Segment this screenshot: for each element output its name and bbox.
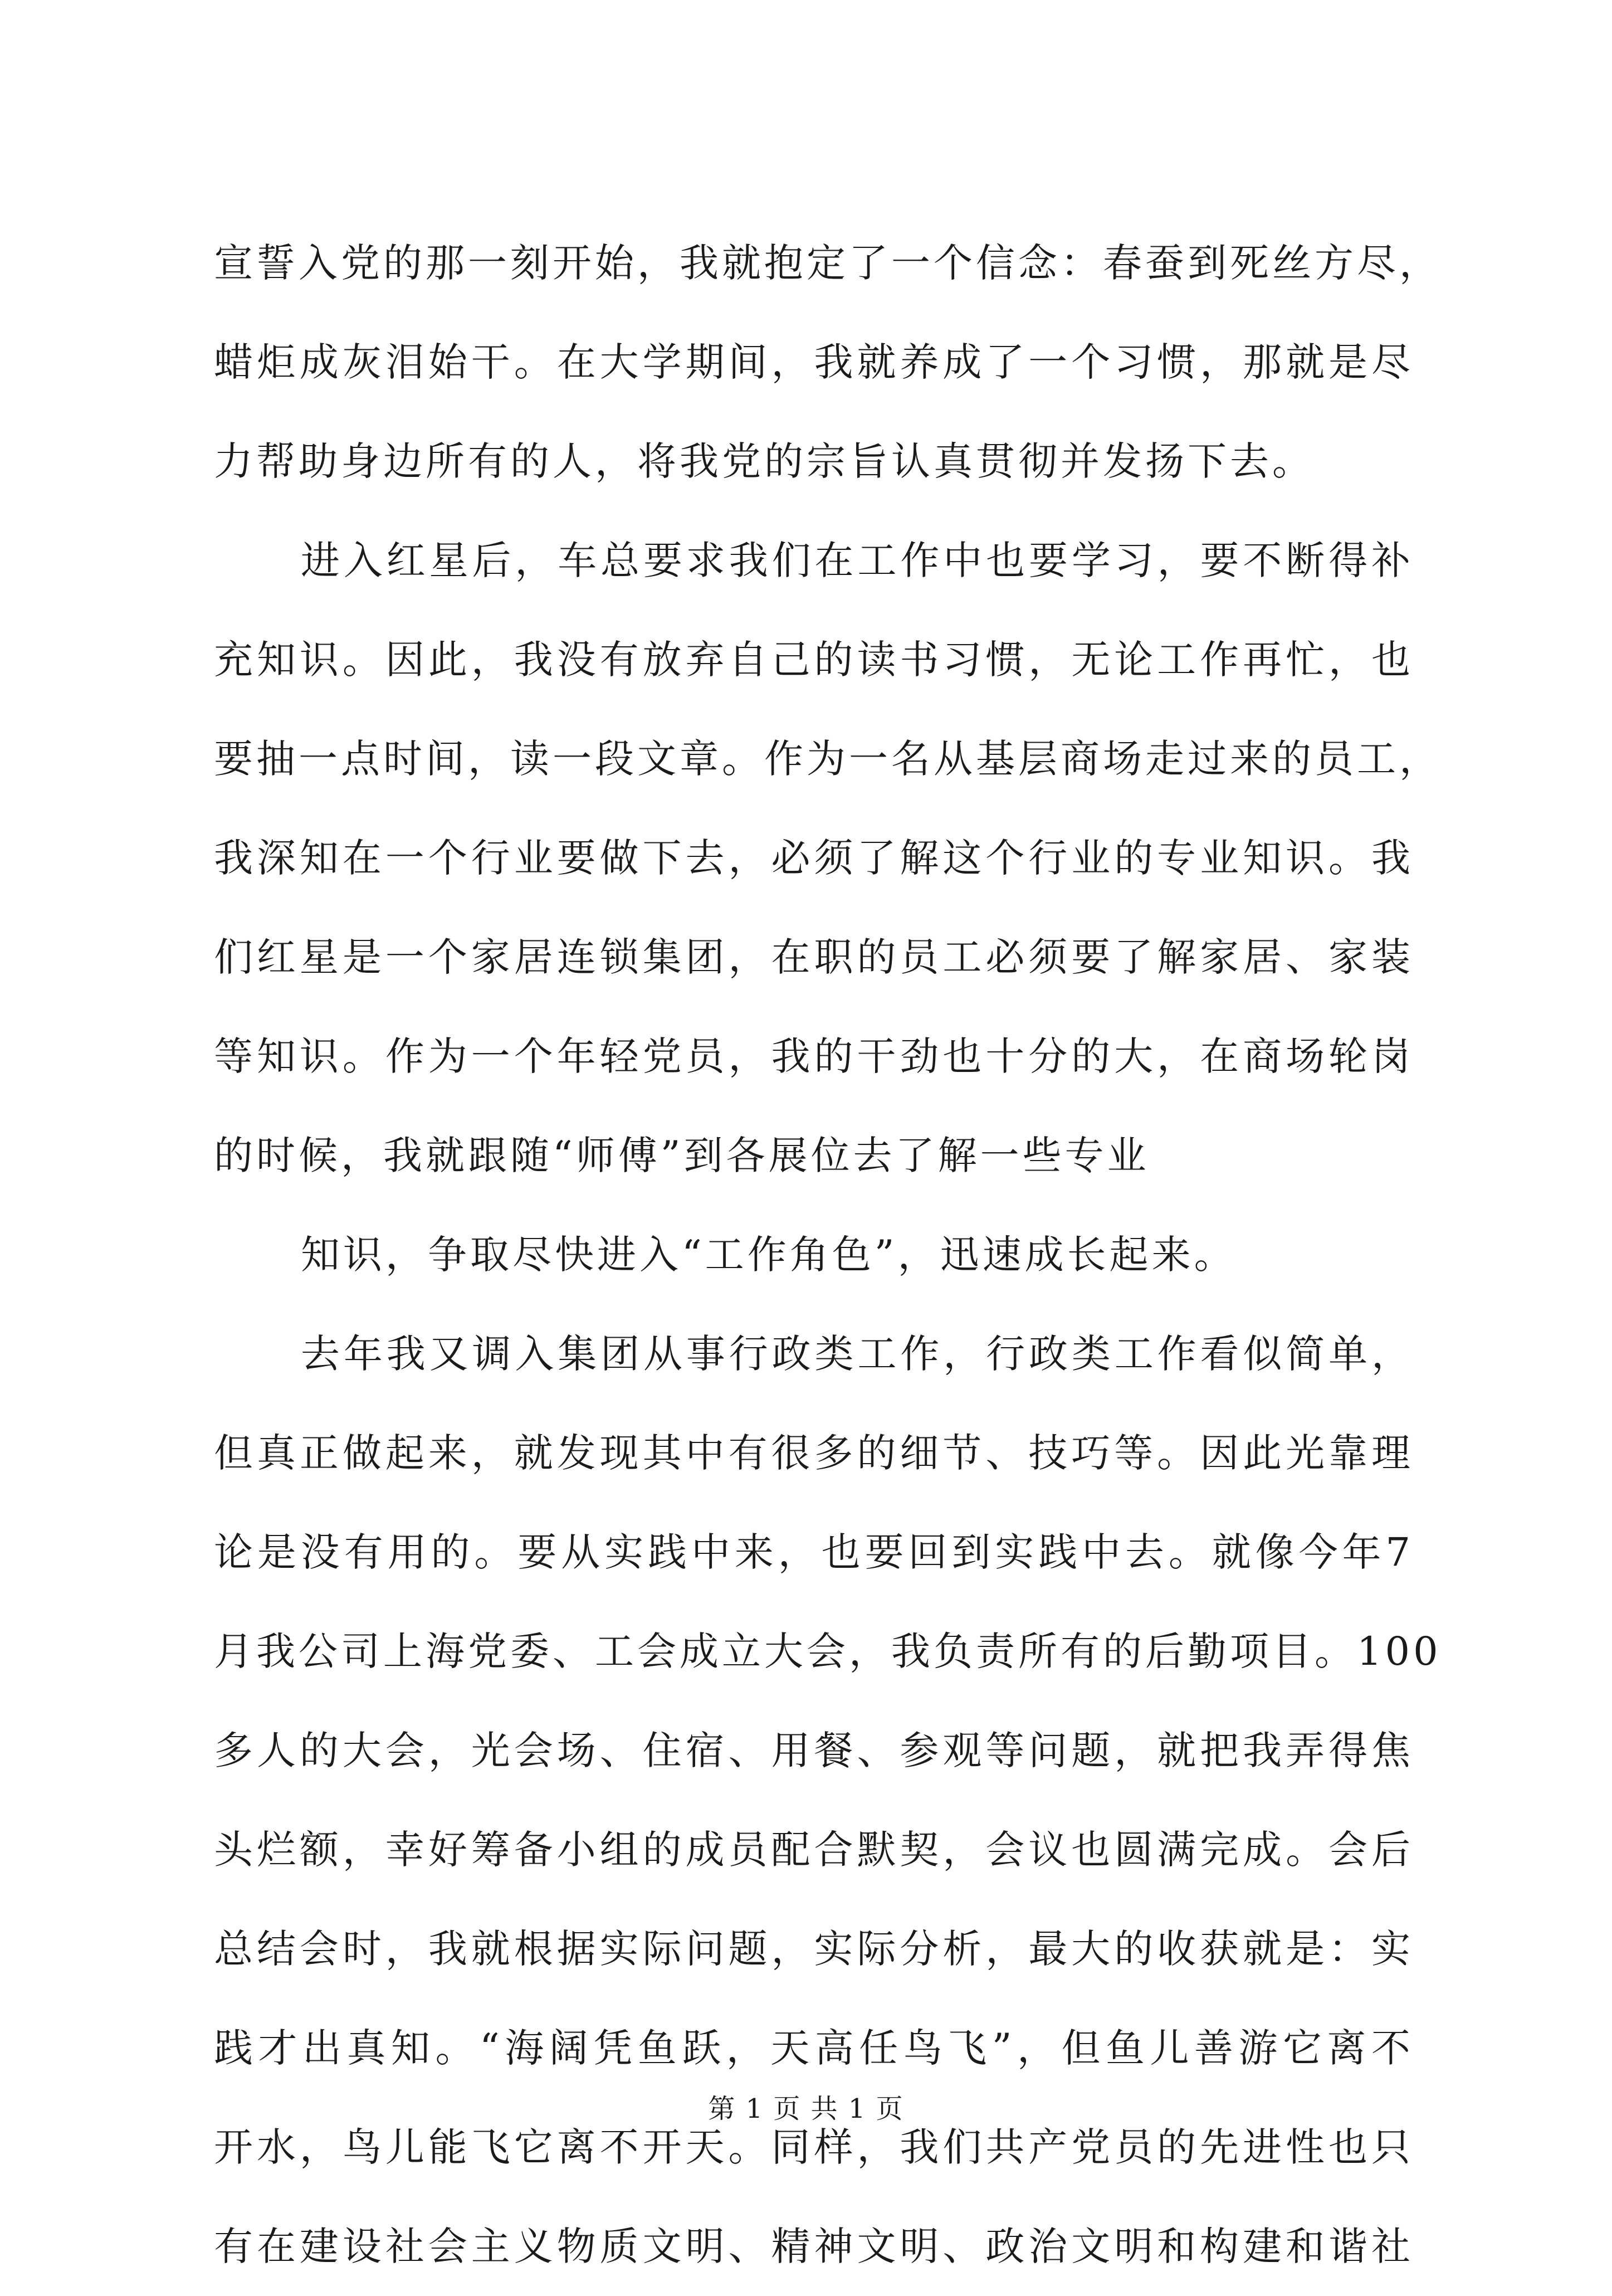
page-footer: 第 1 页 共 1 页	[708, 2093, 904, 2124]
body-text	[214, 213, 1442, 2296]
text-line: 我深知在一个行业要做下去，必须了解这个行业的专业知识。我	[214, 835, 1414, 881]
text-line: 要抽一点时间，读一段文章。作为一名从基层商场走过来的员工，	[214, 736, 1442, 782]
text-line: 等知识。作为一个年轻党员，我的干劲也十分的大，在商场轮岗	[214, 1034, 1414, 1079]
text-line: 开水，鸟儿能飞它离不开天。同样，我们共产党员的先进性也只	[214, 2124, 1414, 2170]
text-line: 充知识。因此，我没有放弃自己的读书习惯，无论工作再忙，也	[214, 637, 1414, 683]
text-line: 知识，争取尽快进入“工作角色”，迅速成长起来。	[301, 1232, 1237, 1278]
text-line: 蜡炬成灰泪始干。在大学期间，我就养成了一个习惯，那就是尽	[214, 339, 1414, 385]
text-line: 但真正做起来，就发现其中有很多的细节、技巧等。因此光靠理	[214, 1430, 1414, 1476]
text-line: 多人的大会，光会场、住宿、用餐、参观等问题，就把我弄得焦	[214, 1728, 1414, 1773]
text-line: 头烂额，幸好筹备小组的成员配合默契，会议也圆满完成。会后	[214, 1827, 1414, 1873]
text-line: 力帮助身边所有的人，将我党的宗旨认真贯彻并发扬下去。	[214, 438, 1315, 484]
text-line: 月我公司上海党委、工会成立大会，我负责所有的后勤项目。100	[214, 1629, 1442, 1674]
text-line: 论是没有用的。要从实践中来，也要回到实践中去。就像今年7	[214, 1529, 1414, 1575]
text-line: 践才出真知。“海阔凭鱼跃，天高任鸟飞”，但鱼儿善游它离不	[214, 2025, 1414, 2071]
text-line: 有在建设社会主义物质文明、精神文明、政治文明和构建和谐社	[214, 2224, 1414, 2269]
text-line: 宣誓入党的那一刻开始，我就抱定了一个信念：春蚕到死丝方尽，	[214, 240, 1442, 286]
text-line: 的时候，我就跟随“师傅”到各展位去了解一些专业	[214, 1133, 1150, 1178]
text-line: 总结会时，我就根据实际问题，实际分析，最大的收获就是：实	[214, 1926, 1414, 1972]
text-line: 去年我又调入集团从事行政类工作，行政类工作看似简单，	[301, 1331, 1414, 1377]
text-line: 们红星是一个家居连锁集团，在职的员工必须要了解家居、家装	[214, 934, 1414, 980]
text-line: 进入红星后，车总要求我们在工作中也要学习，要不断得补	[301, 538, 1414, 583]
